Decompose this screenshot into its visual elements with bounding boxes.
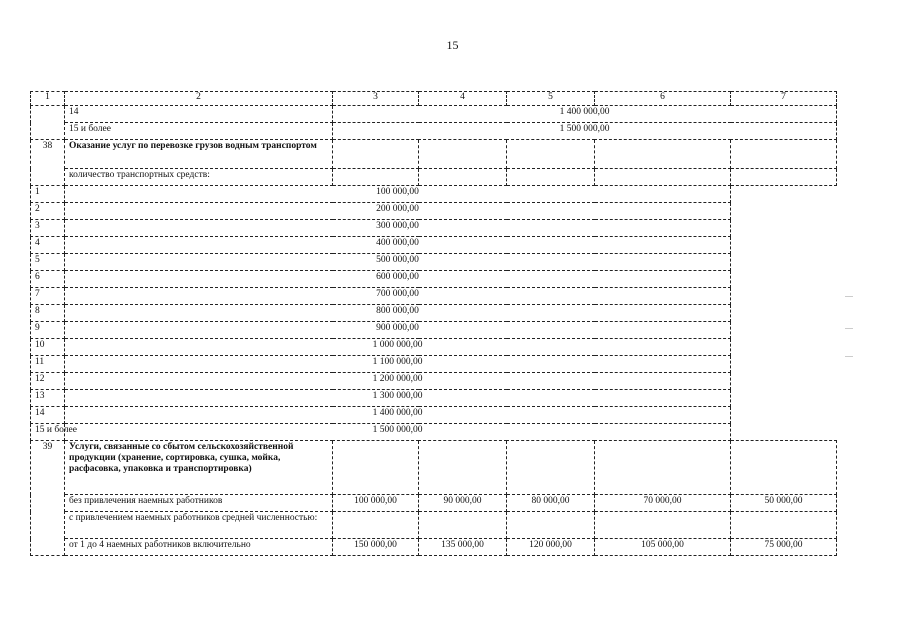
value-col-6: 105 000,00 — [595, 539, 731, 556]
empty-cell — [595, 512, 731, 539]
value-col-6: 70 000,00 — [595, 495, 731, 512]
row-amount: 100 000,00 — [65, 186, 731, 203]
table-row — [31, 288, 837, 305]
row-number-blank — [31, 106, 65, 140]
row-label: 11 — [31, 356, 65, 373]
row-label: 7 — [31, 288, 65, 305]
table-row — [31, 123, 837, 140]
row-amount: 700 000,00 — [65, 288, 731, 305]
empty-cell — [731, 441, 837, 495]
row-label: 15 и более — [31, 424, 65, 441]
table-row — [31, 322, 837, 339]
row-amount: 1 500 000,00 — [333, 123, 837, 140]
empty-cell — [507, 169, 595, 186]
row-amount: 1 100 000,00 — [65, 356, 731, 373]
empty-cell — [595, 441, 731, 495]
row-label: 15 и более — [65, 123, 333, 140]
value-col-7: 50 000,00 — [731, 495, 837, 512]
row-amount: 1 200 000,00 — [65, 373, 731, 390]
row-amount: 500 000,00 — [65, 254, 731, 271]
item-39-no-workers-row — [31, 495, 837, 512]
table-row — [31, 424, 837, 441]
row-amount: 600 000,00 — [65, 271, 731, 288]
empty-cell — [419, 512, 507, 539]
row-label: 12 — [31, 373, 65, 390]
item-39-with-workers-row — [31, 512, 837, 539]
header-col-1: 1 — [31, 92, 65, 106]
empty-cell — [333, 140, 419, 169]
header-col-3: 3 — [333, 92, 419, 106]
row-amount: 800 000,00 — [65, 305, 731, 322]
item-39-1-to-4-row — [31, 539, 837, 556]
row-label: 10 — [31, 339, 65, 356]
table-row — [31, 339, 837, 356]
table-row — [31, 356, 837, 373]
row-label: 4 — [31, 237, 65, 254]
table-row — [31, 407, 837, 424]
header-row — [31, 92, 837, 106]
header-col-6: 6 — [595, 92, 731, 106]
item-38-title: Оказание услуг по перевозке грузов водным транспортом — [65, 140, 333, 169]
item-38-subheading: количество транспортных средств: — [65, 169, 333, 186]
empty-cell — [333, 512, 419, 539]
item-39-number: 39 — [31, 441, 65, 556]
table-row — [31, 106, 837, 123]
table-row — [31, 373, 837, 390]
table-row — [31, 305, 837, 322]
table-row — [31, 271, 837, 288]
item-38-number: 38 — [31, 140, 65, 186]
row-label: 9 — [31, 322, 65, 339]
empty-cell — [333, 169, 419, 186]
row-amount: 1 000 000,00 — [65, 339, 731, 356]
scan-mark — [845, 356, 853, 357]
empty-cell — [419, 441, 507, 495]
table-row — [31, 220, 837, 237]
scan-mark — [845, 296, 853, 297]
table-row — [31, 186, 837, 203]
empty-cell — [507, 512, 595, 539]
row-label: 1 — [31, 186, 65, 203]
empty-cell — [595, 140, 731, 169]
row-label: 14 — [31, 407, 65, 424]
item-38-subheading-row — [31, 169, 837, 186]
value-col-4: 135 000,00 — [419, 539, 507, 556]
item-39-title: Услуги, связанные со сбытом сельскохозяйственной продукции (хранение, сортировка, сушка, мойка, расфасовка, упаковка и транспортировка) — [65, 441, 333, 495]
table-row — [31, 254, 837, 271]
header-col-2: 2 — [65, 92, 333, 106]
value-col-5: 80 000,00 — [507, 495, 595, 512]
row-label: 13 — [31, 390, 65, 407]
row-label: 2 — [31, 203, 65, 220]
empty-cell — [333, 441, 419, 495]
empty-cell — [419, 169, 507, 186]
row-amount: 200 000,00 — [65, 203, 731, 220]
header-col-4: 4 — [419, 92, 507, 106]
value-col-4: 90 000,00 — [419, 495, 507, 512]
value-col-5: 120 000,00 — [507, 539, 595, 556]
empty-cell — [419, 140, 507, 169]
row-label: 3 — [31, 220, 65, 237]
row-amount: 1 300 000,00 — [65, 390, 731, 407]
page-number: 15 — [446, 38, 459, 52]
empty-cell — [507, 441, 595, 495]
value-col-3: 150 000,00 — [333, 539, 419, 556]
header-col-7: 7 — [731, 92, 837, 106]
row-label: 5 — [31, 254, 65, 271]
row-label: без привлечения наемных работников — [65, 495, 333, 512]
row-amount: 300 000,00 — [65, 220, 731, 237]
tariff-table — [30, 91, 837, 556]
row-amount: 900 000,00 — [65, 322, 731, 339]
table-row — [31, 390, 837, 407]
scan-mark — [845, 328, 853, 329]
header-col-5: 5 — [507, 92, 595, 106]
table-row — [31, 203, 837, 220]
empty-cell — [507, 140, 595, 169]
empty-cell — [731, 140, 837, 169]
row-label: с привлечением наемных работников средней численностью: — [65, 512, 333, 539]
row-amount: 1 500 000,00 — [65, 424, 731, 441]
row-amount: 400 000,00 — [65, 237, 731, 254]
row-amount: 1 400 000,00 — [65, 407, 731, 424]
empty-cell — [731, 169, 837, 186]
empty-cell — [731, 512, 837, 539]
row-label: 14 — [65, 106, 333, 123]
table-row — [31, 237, 837, 254]
item-39-title-row — [31, 441, 837, 495]
row-label: 6 — [31, 271, 65, 288]
value-col-7: 75 000,00 — [731, 539, 837, 556]
row-amount: 1 400 000,00 — [333, 106, 837, 123]
item-38-title-row — [31, 140, 837, 169]
value-col-3: 100 000,00 — [333, 495, 419, 512]
row-label: от 1 до 4 наемных работников включительно — [65, 539, 333, 556]
empty-cell — [595, 169, 731, 186]
row-label: 8 — [31, 305, 65, 322]
